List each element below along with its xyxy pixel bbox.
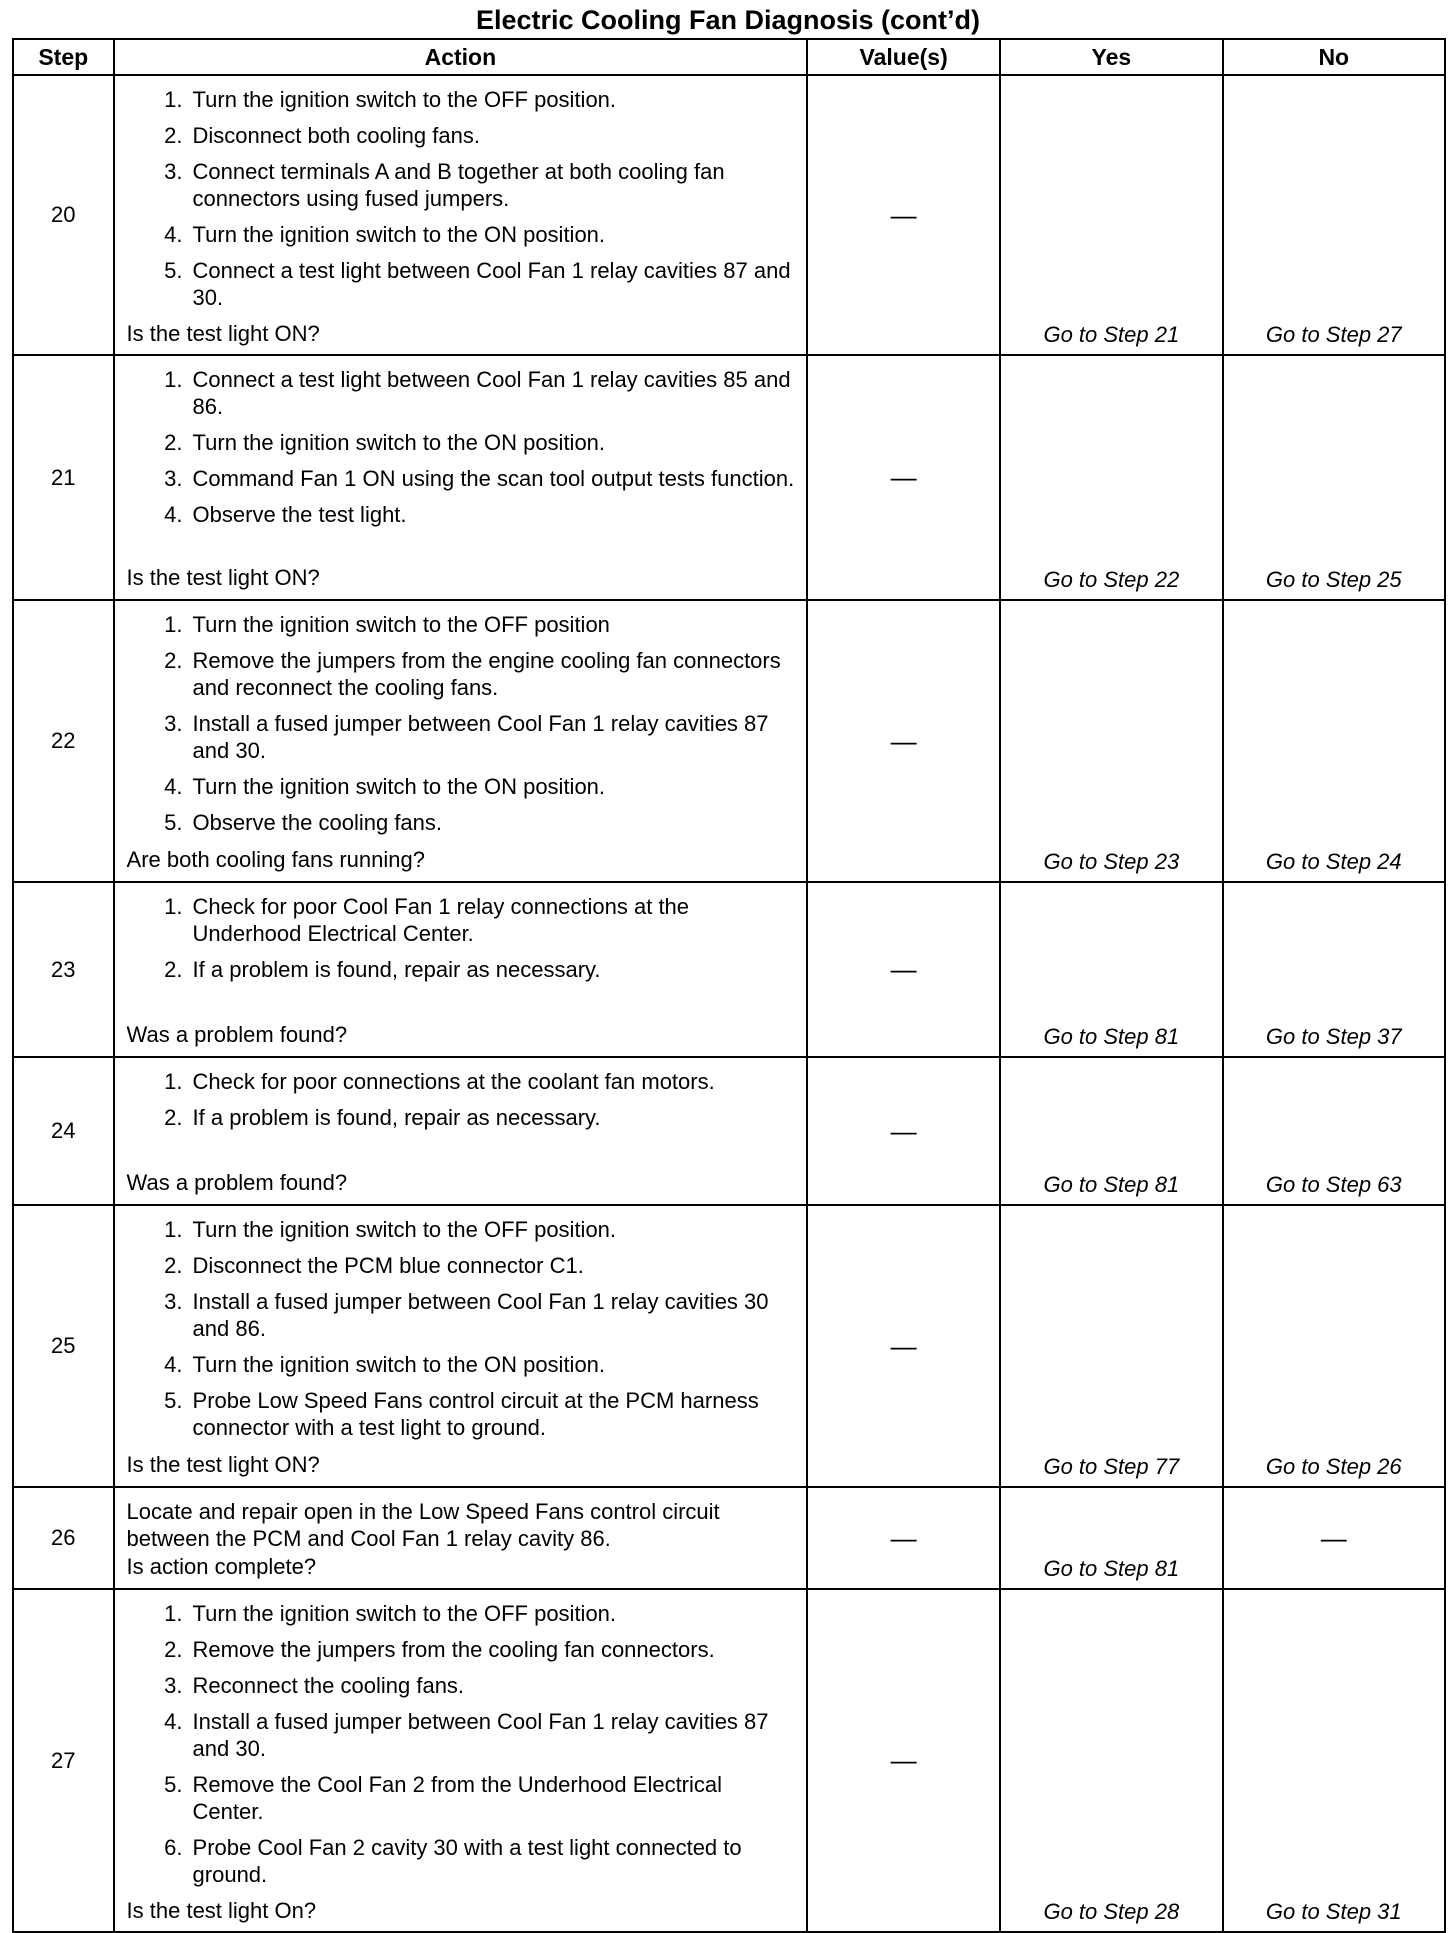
header-values: Value(s): [807, 39, 1000, 75]
action-item-text: Check for poor connections at the coolant fan motors.: [192, 1069, 715, 1094]
yes-goto: Go to Step 21: [1000, 75, 1222, 355]
action-content: [127, 1216, 799, 1478]
yes-goto: Go to Step 23: [1000, 600, 1222, 882]
action-item-number: 1.: [164, 1069, 183, 1094]
action-item: [127, 1351, 799, 1378]
action-cell: [114, 882, 808, 1057]
action-item-number: 1.: [164, 87, 183, 112]
value-cell: —: [807, 75, 1000, 355]
action-item-number: 3.: [164, 1673, 183, 1698]
header-no: No: [1223, 39, 1445, 75]
action-item: [127, 1216, 799, 1243]
action-item: [127, 1252, 799, 1279]
action-item-number: 2.: [164, 1253, 183, 1278]
action-cell: [114, 355, 808, 600]
action-item-text: Remove the jumpers from the engine cooling fan connectors and reconnect the cooling fans.: [192, 648, 781, 700]
action-item-text: Command Fan 1 ON using the scan tool output tests function.: [192, 466, 795, 491]
action-item-text: Turn the ignition switch to the OFF position.: [192, 87, 617, 112]
diagnosis-table: [12, 38, 1446, 1933]
action-cell: [114, 600, 808, 882]
action-item: [127, 465, 799, 492]
action-item: [127, 1771, 799, 1825]
action-item-text: Connect terminals A and B together at both cooling fan connectors using fused jumpers.: [192, 159, 725, 211]
action-content: [127, 611, 799, 873]
action-item-number: 1.: [164, 1601, 183, 1626]
action-item: [127, 122, 799, 149]
action-item: [127, 1068, 799, 1095]
action-content: [127, 86, 799, 346]
action-list: [127, 366, 799, 528]
action-item-number: 6.: [164, 1835, 183, 1860]
no-goto: Go to Step 63: [1223, 1057, 1445, 1205]
table-row: [13, 75, 1445, 355]
yes-goto: Go to Step 81: [1000, 1057, 1222, 1205]
action-item: [127, 221, 799, 248]
action-item-number: 2.: [164, 430, 183, 455]
table-row: [13, 355, 1445, 600]
action-cell: [114, 1057, 808, 1205]
step-number: 26: [13, 1487, 114, 1589]
action-item-text: Disconnect the PCM blue connector C1.: [192, 1253, 584, 1278]
action-item-text: Remove the jumpers from the cooling fan connectors.: [192, 1637, 715, 1662]
action-item: [127, 956, 799, 983]
action-item-text: Turn the ignition switch to the OFF position.: [192, 1601, 617, 1626]
page-title: Electric Cooling Fan Diagnosis (cont’d): [475, 5, 981, 35]
action-item-number: 2.: [164, 957, 183, 982]
value-cell: —: [807, 600, 1000, 882]
action-content: [127, 1068, 799, 1196]
action-item-text: Turn the ignition switch to the OFF position: [192, 612, 610, 637]
action-item-text: Turn the ignition switch to the OFF position.: [192, 1217, 617, 1242]
action-item: [127, 366, 799, 420]
action-item-text: Connect a test light between Cool Fan 1 relay cavities 85 and 86.: [192, 367, 791, 419]
action-item: [127, 893, 799, 947]
action-question: Is the test light On?: [126, 1898, 317, 1923]
action-item-number: 5.: [164, 810, 183, 835]
action-item-number: 3.: [164, 466, 183, 491]
action-item: [127, 773, 799, 800]
action-list: [127, 611, 799, 836]
value-cell: —: [807, 1487, 1000, 1589]
action-item: [127, 809, 799, 836]
action-item-number: 4.: [164, 1709, 183, 1734]
value-cell: —: [807, 882, 1000, 1057]
step-number: 24: [13, 1057, 114, 1205]
action-item: [127, 86, 799, 113]
action-paragraph: Locate and repair open in the Low Speed Fans control circuit between the PCM and Cool Fan 1 relay cavity 86.: [126, 1499, 720, 1551]
action-question: Is the test light ON?: [126, 565, 320, 590]
no-goto: Go to Step 27: [1223, 75, 1445, 355]
value-cell: —: [807, 1205, 1000, 1487]
value-cell: —: [807, 355, 1000, 600]
action-item: [127, 1387, 799, 1441]
table-row: [13, 600, 1445, 882]
action-item-number: 1.: [164, 1217, 183, 1242]
action-list: [127, 893, 799, 983]
action-item-number: 2.: [164, 1105, 183, 1130]
no-goto: Go to Step 31: [1223, 1589, 1445, 1932]
action-question: Are both cooling fans running?: [126, 847, 425, 872]
action-item-text: Install a fused jumper between Cool Fan 1 relay cavities 30 and 86.: [192, 1289, 769, 1341]
step-number: 20: [13, 75, 114, 355]
action-item-number: 5.: [164, 1772, 183, 1797]
action-list: [127, 86, 799, 311]
step-number: 23: [13, 882, 114, 1057]
action-question: Was a problem found?: [126, 1022, 348, 1047]
no-goto: Go to Step 24: [1223, 600, 1445, 882]
action-item-text: Turn the ignition switch to the ON position.: [192, 774, 606, 799]
action-item: [127, 1288, 799, 1342]
action-item-number: 4.: [164, 1352, 183, 1377]
step-number: 25: [13, 1205, 114, 1487]
action-item-number: 3.: [164, 159, 183, 184]
action-list: [127, 1068, 799, 1131]
yes-goto: Go to Step 77: [1000, 1205, 1222, 1487]
action-item: [127, 1600, 799, 1627]
table-row: [13, 1589, 1445, 1932]
action-content: [127, 1498, 799, 1580]
action-item-text: Disconnect both cooling fans.: [192, 123, 480, 148]
action-item-text: Remove the Cool Fan 2 from the Underhood Electrical Center.: [192, 1772, 723, 1824]
action-item: [127, 1636, 799, 1663]
no-goto: Go to Step 37: [1223, 882, 1445, 1057]
action-item: [127, 1104, 799, 1131]
action-cell: [114, 1205, 808, 1487]
action-item: [127, 710, 799, 764]
action-item: [127, 1834, 799, 1888]
action-item-number: 2.: [164, 1637, 183, 1662]
action-item-number: 2.: [164, 123, 183, 148]
action-item-number: 1.: [164, 367, 183, 392]
action-item-number: 4.: [164, 774, 183, 799]
step-number: 27: [13, 1589, 114, 1932]
action-item: [127, 257, 799, 311]
action-item-text: Probe Cool Fan 2 cavity 30 with a test light connected to ground.: [192, 1835, 742, 1887]
header-row: [13, 39, 1445, 75]
action-question: Is the test light ON?: [126, 1452, 320, 1477]
action-item-text: Install a fused jumper between Cool Fan 1 relay cavities 87 and 30.: [192, 711, 769, 763]
header-yes: Yes: [1000, 39, 1222, 75]
action-item: [127, 611, 799, 638]
action-item-text: Turn the ignition switch to the ON position.: [192, 430, 606, 455]
table-row: [13, 882, 1445, 1057]
no-goto: —: [1223, 1487, 1445, 1589]
action-item-number: 2.: [164, 648, 183, 673]
action-item: [127, 158, 799, 212]
action-item: [127, 501, 799, 528]
yes-goto: Go to Step 22: [1000, 355, 1222, 600]
action-cell: [114, 75, 808, 355]
action-item-text: Reconnect the cooling fans.: [192, 1673, 465, 1698]
step-number: 22: [13, 600, 114, 882]
table-row: [13, 1205, 1445, 1487]
action-item-number: 4.: [164, 222, 183, 247]
action-item-number: 4.: [164, 502, 183, 527]
action-item-text: Observe the cooling fans.: [192, 810, 443, 835]
action-item: [127, 1672, 799, 1699]
table-row: [13, 1057, 1445, 1205]
header-step: Step: [13, 39, 114, 75]
action-content: [127, 1600, 799, 1923]
action-item-number: 1.: [164, 612, 183, 637]
yes-goto: Go to Step 81: [1000, 1487, 1222, 1589]
step-number: 21: [13, 355, 114, 600]
action-question: Is action complete?: [126, 1554, 317, 1579]
action-item-text: If a problem is found, repair as necessary.: [192, 1105, 601, 1130]
action-question: Is the test light ON?: [126, 321, 320, 346]
action-item-text: Install a fused jumper between Cool Fan 1 relay cavities 87 and 30.: [192, 1709, 769, 1761]
action-item-number: 1.: [164, 894, 183, 919]
value-cell: —: [807, 1589, 1000, 1932]
action-item-number: 5.: [164, 258, 183, 283]
action-item-number: 3.: [164, 1289, 183, 1314]
action-item: [127, 647, 799, 701]
action-item-text: Turn the ignition switch to the ON position.: [192, 222, 606, 247]
action-cell: [114, 1589, 808, 1932]
header-action: Action: [114, 39, 808, 75]
action-item-text: Turn the ignition switch to the ON position.: [192, 1352, 606, 1377]
action-item-number: 3.: [164, 711, 183, 736]
action-item: [127, 1708, 799, 1762]
table-row: [13, 1487, 1445, 1589]
action-item-number: 5.: [164, 1388, 183, 1413]
action-item-text: Probe Low Speed Fans control circuit at the PCM harness connector with a test light to ground.: [192, 1388, 759, 1440]
action-list: [127, 1216, 799, 1441]
action-item-text: Observe the test light.: [192, 502, 407, 527]
action-content: [127, 366, 799, 591]
action-item-text: Check for poor Cool Fan 1 relay connections at the Underhood Electrical Center.: [192, 894, 690, 946]
yes-goto: Go to Step 81: [1000, 882, 1222, 1057]
no-goto: Go to Step 25: [1223, 355, 1445, 600]
action-content: [127, 893, 799, 1048]
action-item-text: If a problem is found, repair as necessary.: [192, 957, 601, 982]
value-cell: —: [807, 1057, 1000, 1205]
action-item-text: Connect a test light between Cool Fan 1 relay cavities 87 and 30.: [192, 258, 791, 310]
no-goto: Go to Step 26: [1223, 1205, 1445, 1487]
action-item: [127, 429, 799, 456]
action-cell: [114, 1487, 808, 1589]
yes-goto: Go to Step 28: [1000, 1589, 1222, 1932]
action-list: [127, 1600, 799, 1888]
action-question: Was a problem found?: [126, 1170, 348, 1195]
